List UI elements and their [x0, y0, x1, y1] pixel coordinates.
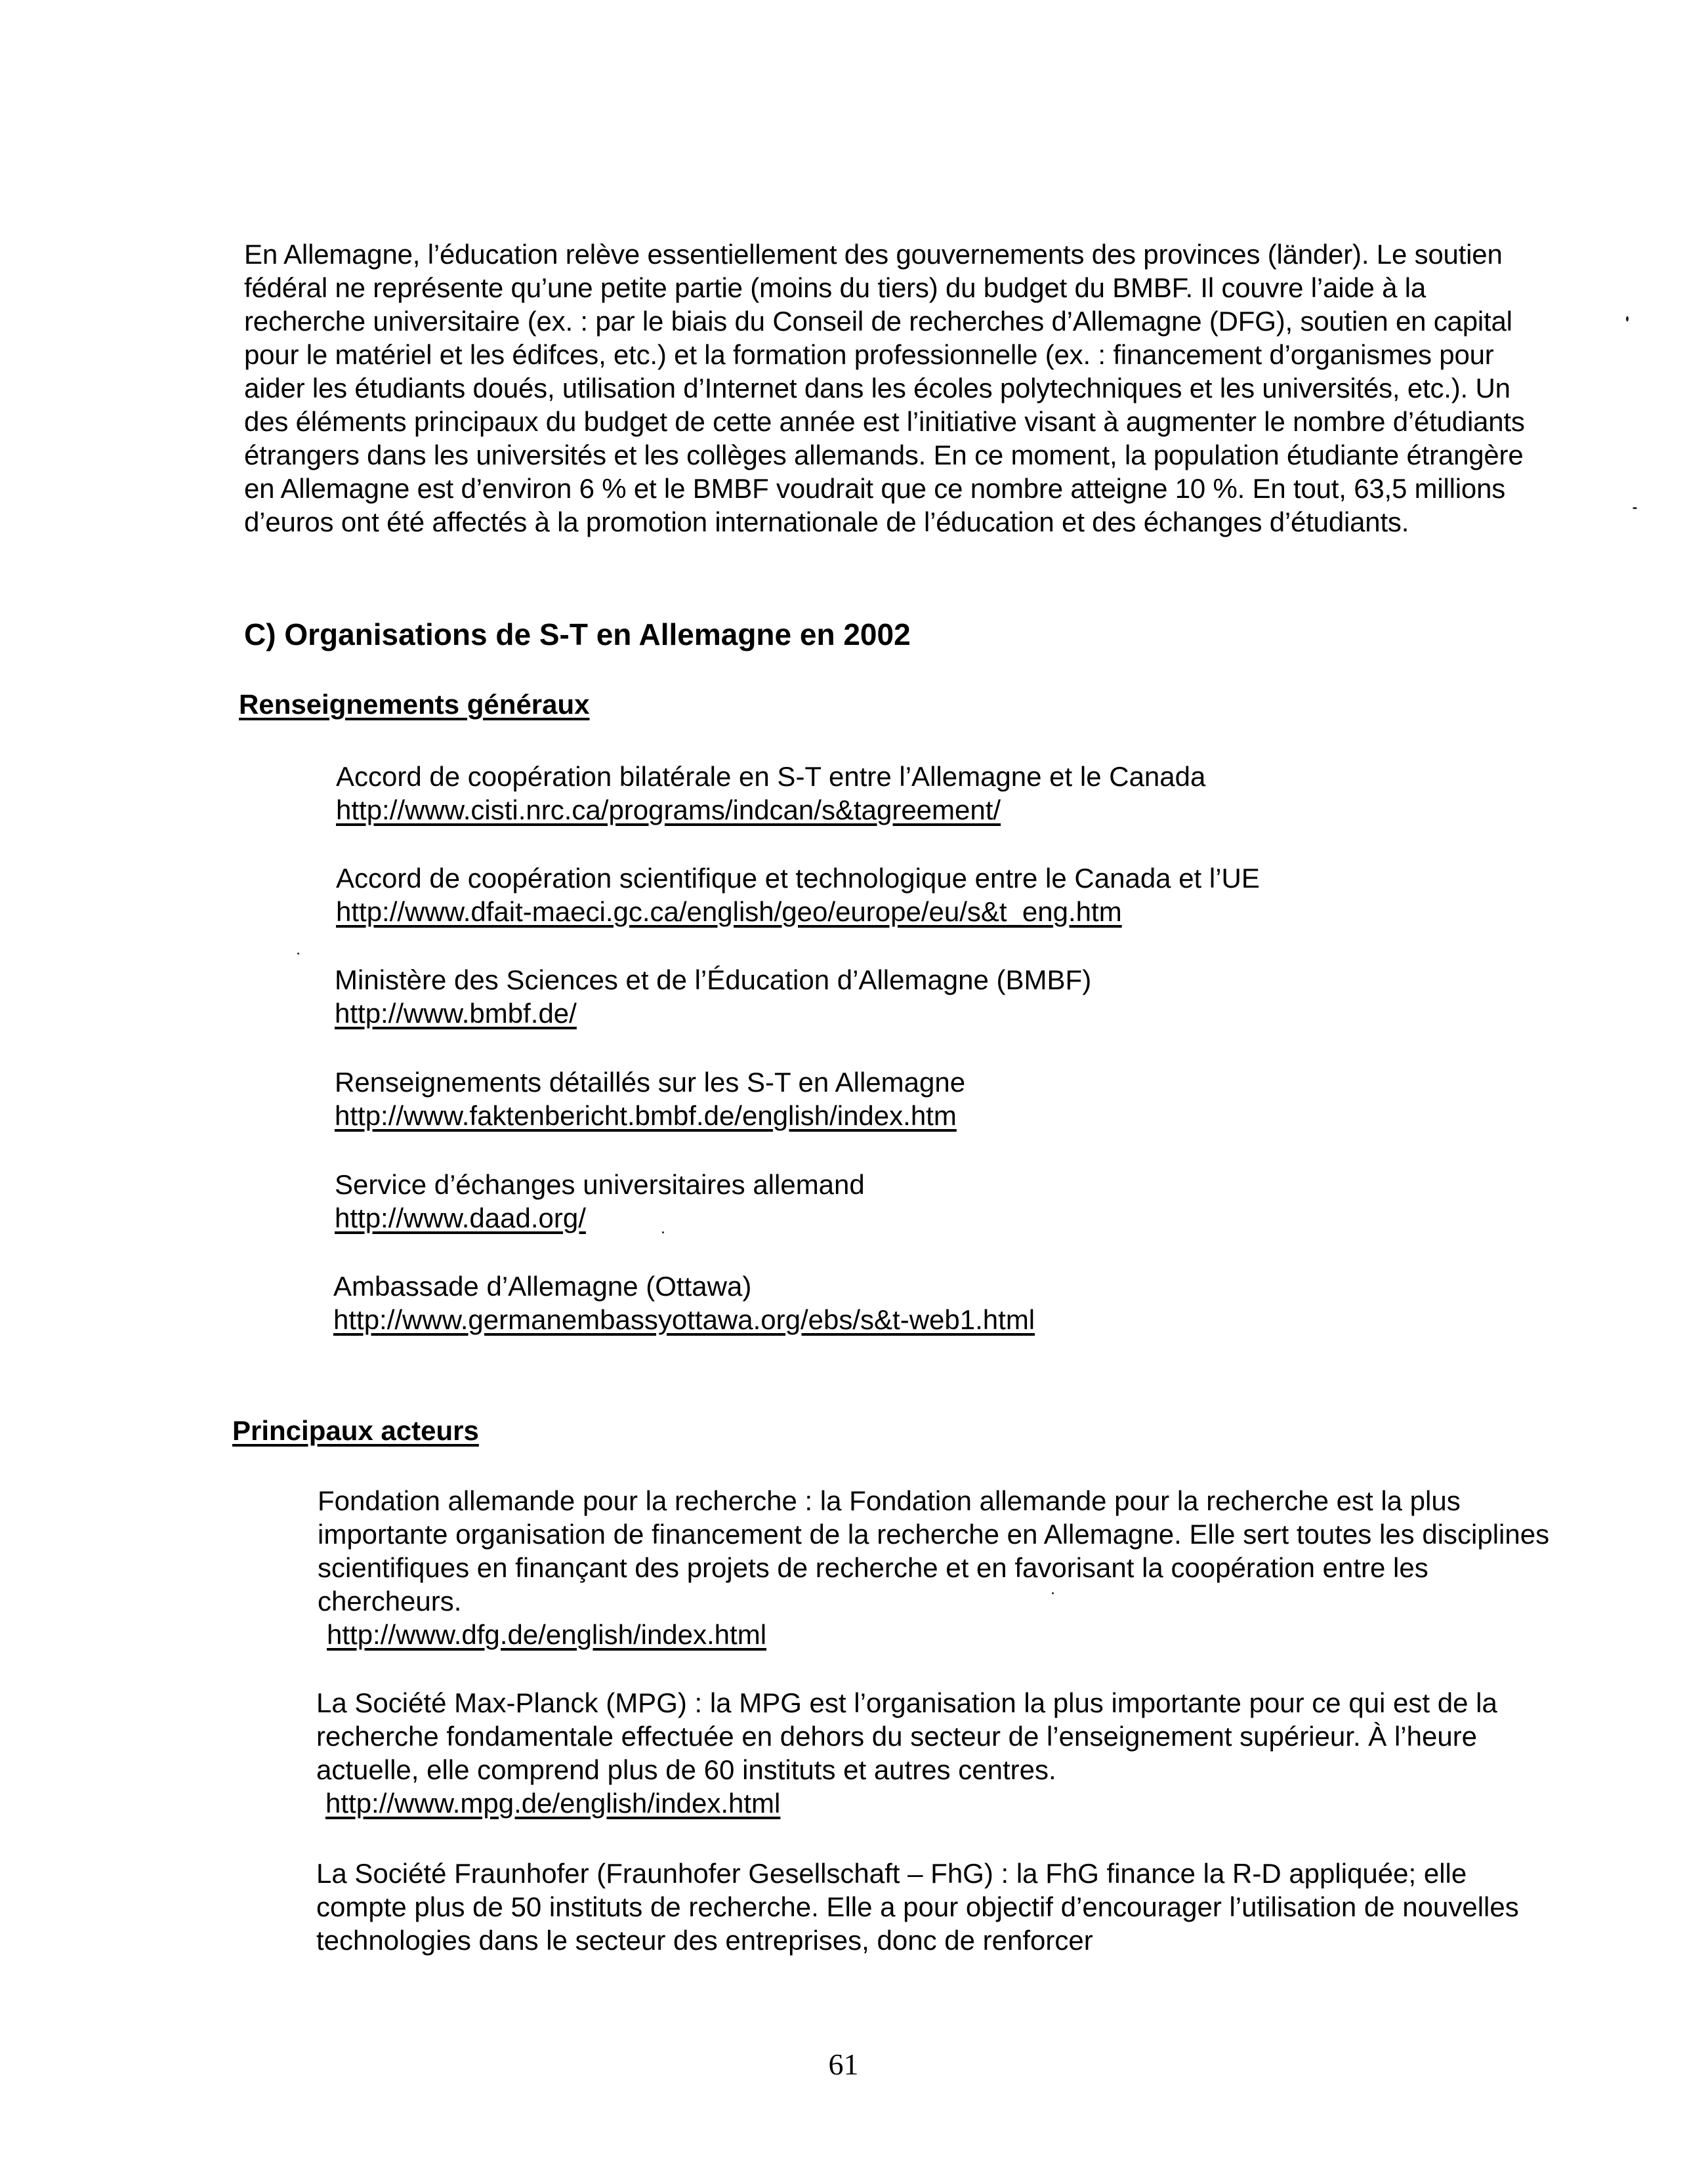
general-entry	[333, 1269, 1035, 1336]
actor-entry	[316, 1686, 1550, 1820]
scan-speck	[662, 1231, 664, 1233]
general-entry	[335, 1065, 965, 1132]
actor-entry	[316, 1857, 1550, 1957]
general-entry	[335, 1168, 865, 1235]
general-entry	[336, 861, 1260, 928]
scan-speck	[297, 953, 299, 955]
entry-title: Renseignements détaillés sur les S-T en Allemagne	[335, 1067, 966, 1098]
page-number: 61	[828, 2048, 859, 2081]
general-info-heading: Renseignements généraux	[239, 689, 590, 720]
section-heading: C) Organisations de S-T en Allemagne en 2002	[244, 617, 911, 651]
entry-link[interactable]: http://www.bmbf.de/	[335, 998, 577, 1029]
entry-link[interactable]: http://www.cisti.nrc.ca/programs/indcan/s&tagreement/	[336, 794, 1001, 825]
entry-title: Ambassade d’Allemagne (Ottawa)	[333, 1271, 752, 1302]
main-actors-heading: Principaux acteurs	[232, 1415, 479, 1446]
actor-link[interactable]: http://www.dfg.de/english/index.html	[327, 1619, 767, 1650]
scan-speck	[1626, 316, 1629, 321]
scan-speck	[1633, 507, 1637, 509]
entry-title: Accord de coopération scientifique et technologique entre le Canada et l’UE	[336, 863, 1260, 894]
entry-title: Ministère des Sciences et de l’Éducation d’Allemagne (BMBF)	[335, 964, 1092, 995]
actor-entry	[318, 1484, 1551, 1651]
actor-description: La Société Fraunhofer (Fraunhofer Gesellschaft – FhG) : la FhG finance la R-D appliquée; elle compte plus de 50 instituts de recherche. Elle a pour objectif d’encourager l’utilisation de nouvelles technologies dans le secteur des entreprises, donc de renforcer	[316, 1858, 1519, 1956]
intro-paragraph: En Allemagne, l’éducation relève essentiellement des gouvernements des provinces (länder). Le soutien fédéral ne représente qu’une petite partie (moins du tiers) du budget du BMBF. Il couvre l’aide à la recherche universitaire (ex. : par le biais du Conseil de recherches d’Allemagne (DFG), soutien en capital pour le matériel et les édifces, etc.) et la formation professionnelle (ex. : financement d’organismes pour aider les étudiants doués, utilisation d’Internet dans les écoles polytechniques et les universités, etc.). Un des éléments principaux du budget de cette année est l’initiative visant à augmenter le nombre d’étudiants étrangers dans les universités et les collèges allemands. En ce moment, la population étudiante étrangère en Allemagne est d’environ 6 % et le BMBF voudrait que ce nombre atteigne 10 %. En tout, 63,5 millions d’euros ont été affectés à la promotion internationale de l’éducation et des échanges d’étudiants.	[244, 239, 1525, 537]
entry-link[interactable]: http://www.dfait-maeci.gc.ca/english/geo/europe/eu/s&t_eng.htm	[336, 896, 1122, 927]
entry-link[interactable]: http://www.daad.org/	[335, 1203, 586, 1233]
entry-link[interactable]: http://www.germanembassyottawa.org/ebs/s&t-web1.html	[333, 1304, 1035, 1335]
actor-link[interactable]: http://www.mpg.de/english/index.html	[325, 1788, 781, 1819]
scan-speck	[1052, 1592, 1054, 1594]
entry-title: Service d’échanges universitaires allemand	[335, 1169, 865, 1200]
general-entry	[335, 963, 1091, 1030]
entry-link[interactable]: http://www.faktenbericht.bmbf.de/english/index.htm	[335, 1100, 957, 1131]
general-entry	[336, 760, 1205, 827]
actor-description: La Société Max-Planck (MPG) : la MPG est l’organisation la plus importante pour ce qui est de la recherche fondamentale effectuée en dehors du secteur de l’enseignement supérieur. À l’heure actuelle, elle comprend plus de 60 instituts et autres centres.	[316, 1687, 1497, 1785]
actor-description: Fondation allemande pour la recherche : la Fondation allemande pour la recherche est la plus importante organisation de financement de la recherche en Allemagne. Elle sert toutes les disciplines scientifiques en finançant des projets de recherche et en favorisant la coopération entre les chercheurs.	[318, 1485, 1550, 1617]
entry-title: Accord de coopération bilatérale en S-T entre l’Allemagne et le Canada	[336, 761, 1206, 792]
